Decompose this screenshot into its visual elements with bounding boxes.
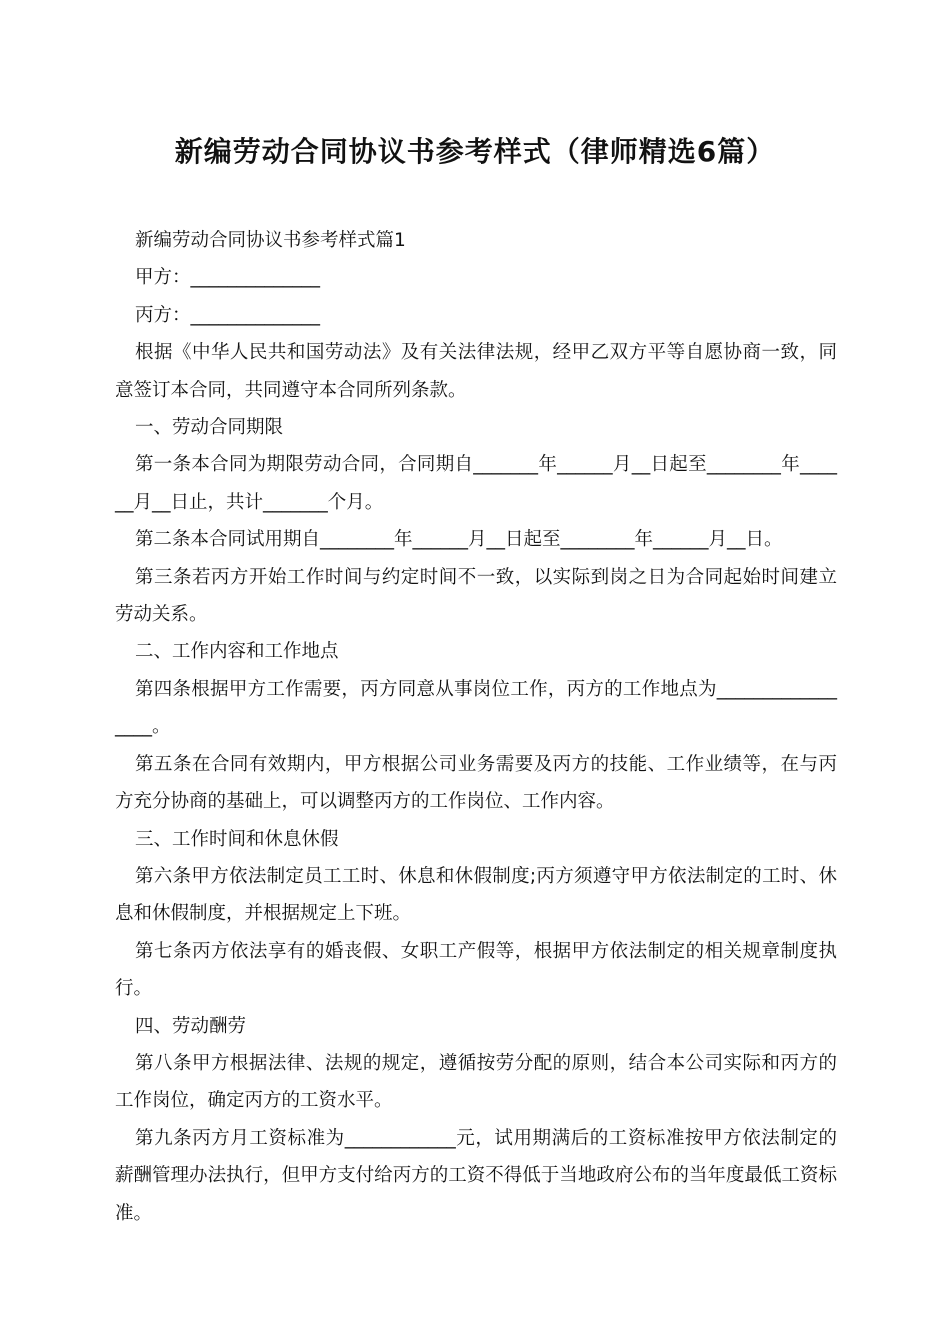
party-a-field: 甲方：______________ [135, 267, 321, 289]
article-2: 第二条本合同试用期自________年______月__日起至________年______月__日。 [135, 529, 783, 551]
article-6: 第六条甲方依法制定员工工时、休息和休假制度;丙方须遵守甲方依法制定的工时、休息和休假制度，并根据规定上下班。 [115, 865, 837, 925]
article-9: 第九条丙方月工资标准为____________元，试用期满后的工资标准按甲方依法制定的薪酬管理办法执行，但甲方支付给丙方的工资不得低于当地政府公布的当年度最低工资标准。 [115, 1127, 837, 1224]
section-heading-term: 一、劳动合同期限 [135, 417, 284, 439]
document-title: 新编劳动合同协议书参考样式（律师精选6篇） [174, 135, 776, 168]
section-heading-hours: 三、工作时间和休息休假 [135, 828, 339, 850]
party-c-field: 丙方：______________ [135, 304, 321, 326]
article-1: 第一条本合同为期限劳动合同，合同期自_______年______月__日起至________年______月__日止，共计_______个月。 [115, 454, 837, 513]
preamble-paragraph: 根据《中华人民共和国劳动法》及有关法律法规，经甲乙双方平等自愿协商一致，同意签订本合同，共同遵守本合同所列条款。 [115, 342, 837, 401]
section-subtitle: 新编劳动合同协议书参考样式篇1 [135, 230, 406, 251]
article-7: 第七条丙方依法享有的婚丧假、女职工产假等，根据甲方依法制定的相关规章制度执行。 [115, 940, 837, 1000]
article-3: 第三条若丙方开始工作时间与约定时间不一致，以实际到岗之日为合同起始时间建立劳动关系。 [115, 566, 837, 626]
section-heading-pay: 四、劳动酬劳 [135, 1015, 247, 1037]
article-8: 第八条甲方根据法律、法规的规定，遵循按劳分配的原则，结合本公司实际和丙方的工作岗位，确定丙方的工资水平。 [115, 1052, 837, 1112]
section-heading-work: 二、工作内容和工作地点 [135, 641, 339, 663]
document-body [115, 222, 837, 1232]
article-4: 第四条根据甲方工作需要，丙方同意从事岗位工作，丙方的工作地点为_________________。 [115, 678, 837, 738]
article-5: 第五条在合同有效期内，甲方根据公司业务需要及丙方的技能、工作业绩等，在与丙方充分协商的基础上，可以调整丙方的工作岗位、工作内容。 [115, 753, 837, 813]
